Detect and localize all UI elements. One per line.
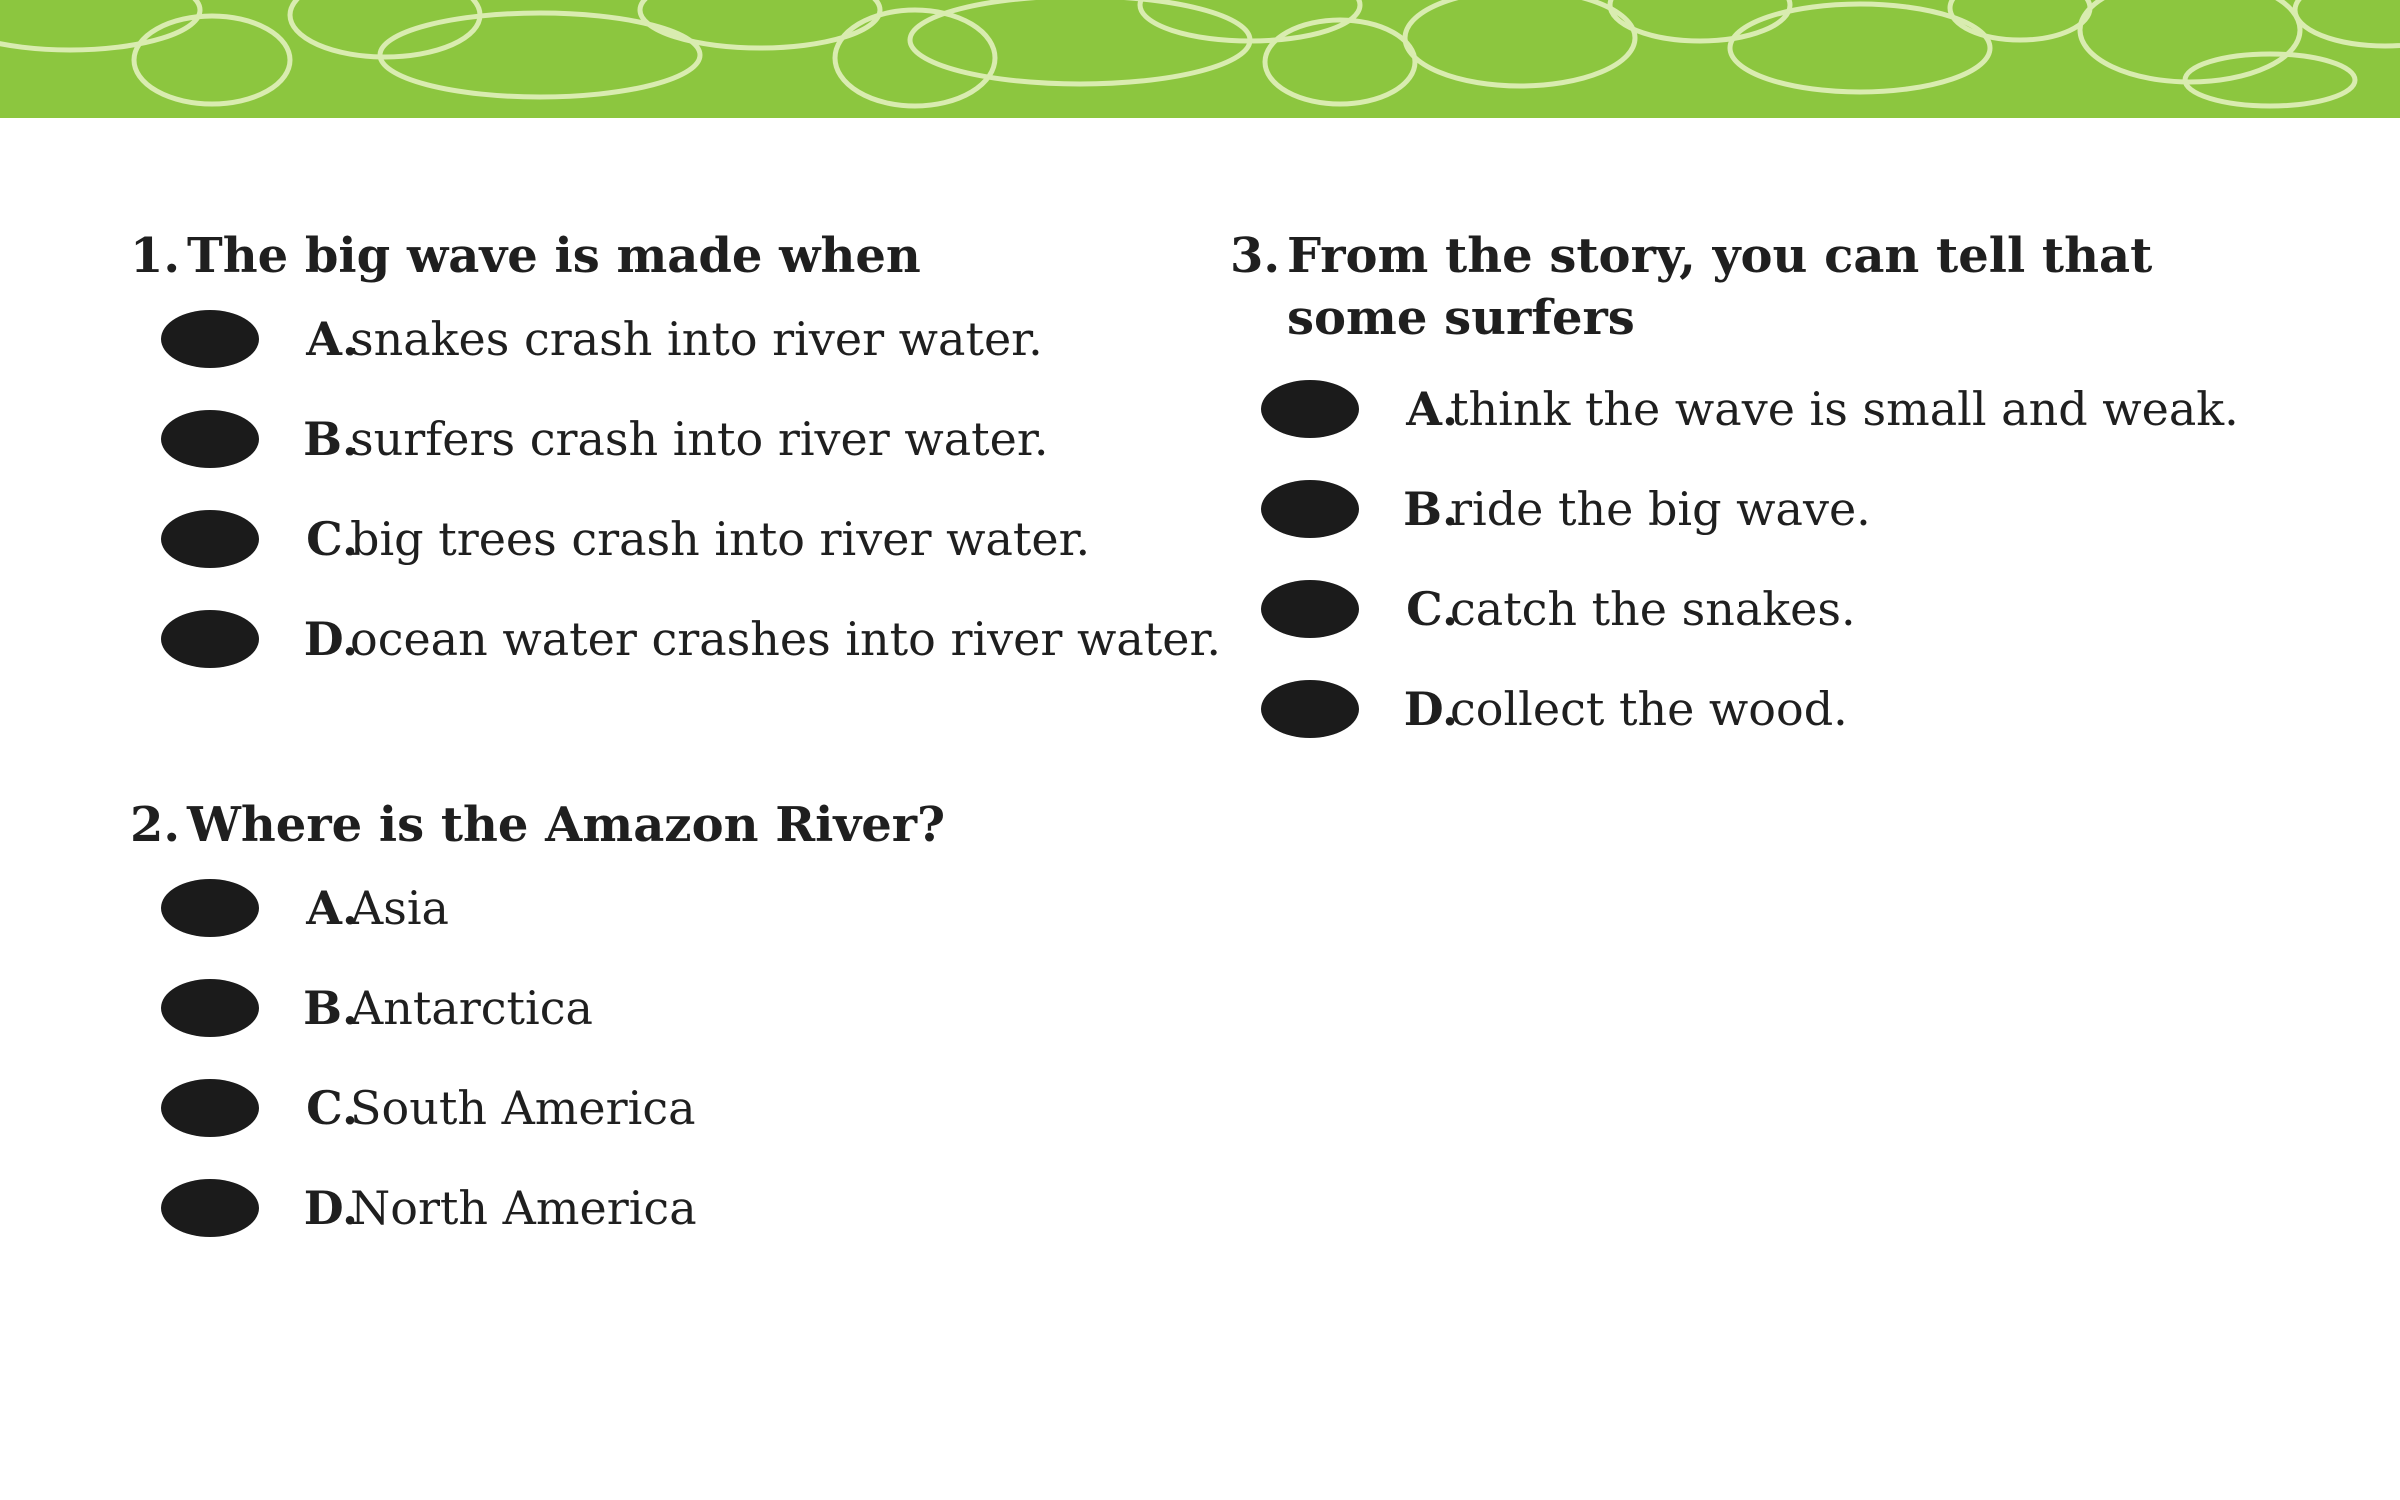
option-a[interactable]	[130, 860, 1190, 960]
answer-bubble[interactable]	[161, 410, 259, 468]
answer-bubble[interactable]	[161, 610, 259, 668]
right-column	[1230, 225, 2330, 761]
question-number: 3.	[1230, 228, 1281, 284]
option-text: ride the big wave.	[1450, 482, 1871, 536]
option-letter: A.	[1406, 382, 1458, 436]
option-letter: A.	[306, 312, 358, 366]
question-text: Where is the Amazon River?	[187, 797, 946, 853]
option-text: ocean water crashes into river water.	[350, 612, 1222, 666]
answer-bubble[interactable]	[1261, 580, 1359, 638]
option-letter: D.	[303, 612, 358, 666]
question-text-line-1: From the story, you can tell that	[1287, 228, 2153, 284]
option-letter: C.	[306, 512, 358, 566]
option-letter: A.	[306, 881, 358, 935]
option-text: big trees crash into river water.	[350, 512, 1091, 566]
answer-options	[1230, 361, 2330, 761]
option-text: catch the snakes.	[1450, 582, 1856, 636]
answer-bubble[interactable]	[161, 310, 259, 368]
option-text: think the wave is small and weak.	[1450, 382, 2239, 436]
answer-bubble[interactable]	[161, 510, 259, 568]
answer-bubble[interactable]	[161, 1179, 259, 1237]
option-letter: D.	[1403, 682, 1458, 736]
left-column	[130, 225, 1222, 1260]
option-letter: B.	[1403, 482, 1458, 536]
decorative-banner	[0, 0, 2400, 118]
answer-options	[130, 860, 1190, 1260]
option-letter: C.	[1406, 582, 1458, 636]
answer-bubble[interactable]	[161, 979, 259, 1037]
option-d[interactable]	[1230, 661, 2330, 761]
option-b[interactable]	[130, 960, 1190, 1060]
question-number: 1.	[130, 228, 181, 284]
option-letter: B.	[303, 981, 358, 1035]
answer-bubble[interactable]	[161, 879, 259, 937]
question-text: The big wave is made when	[187, 228, 921, 284]
question-3	[1230, 225, 2330, 761]
option-b[interactable]	[1230, 461, 2330, 561]
question-1	[130, 225, 1222, 691]
option-text: Asia	[350, 881, 449, 935]
option-c[interactable]	[1230, 561, 2330, 661]
option-a[interactable]	[130, 291, 1190, 391]
option-letter: D.	[303, 1181, 358, 1235]
answer-bubble[interactable]	[1261, 680, 1359, 738]
ring-pattern-icon	[0, 0, 2400, 118]
answer-bubble[interactable]	[1261, 380, 1359, 438]
question-text-line-2: some surfers	[1287, 290, 1635, 346]
option-text: snakes crash into river water.	[350, 312, 1043, 366]
question-2	[130, 794, 1190, 1260]
question-text	[1287, 225, 2330, 349]
option-text: collect the wood.	[1450, 682, 1848, 736]
question-number: 2.	[130, 797, 181, 853]
answer-options	[130, 291, 1222, 691]
option-text: surfers crash into river water.	[350, 412, 1049, 466]
option-letter: C.	[306, 1081, 358, 1135]
option-text: Antarctica	[350, 981, 593, 1035]
option-a[interactable]	[1230, 361, 2330, 461]
option-c[interactable]	[130, 1060, 1190, 1160]
option-b[interactable]	[130, 391, 1190, 491]
option-text: North America	[350, 1181, 697, 1235]
option-text: South America	[350, 1081, 696, 1135]
answer-bubble[interactable]	[1261, 480, 1359, 538]
option-c[interactable]	[130, 491, 1190, 591]
option-letter: B.	[303, 412, 358, 466]
option-d[interactable]	[130, 1160, 1190, 1260]
option-d[interactable]	[130, 591, 1222, 691]
answer-bubble[interactable]	[161, 1079, 259, 1137]
